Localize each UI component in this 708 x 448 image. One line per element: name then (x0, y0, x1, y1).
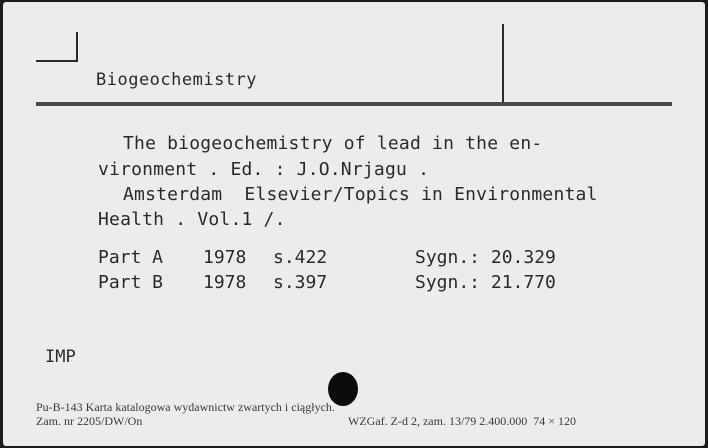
part-a-pages: s.422 (273, 247, 328, 268)
subject-heading: Biogeochemistry (96, 70, 258, 90)
catalog-card (3, 2, 705, 446)
corner-mark-vertical (76, 32, 78, 62)
part-a-sygn: Sygn.: 20.329 (415, 247, 556, 268)
header-divider (502, 24, 504, 104)
part-b-label: Part B (98, 272, 164, 293)
part-a-year: 1978 (203, 247, 247, 268)
part-b-pages: s.397 (273, 272, 328, 293)
footer-order-number: Zam. nr 2205/DW/On (36, 414, 143, 428)
footer-form-line: Pu-B-143 Karta katalogowa wydawnictw zwartych i ciągłych. (36, 400, 335, 414)
footer-printer-info: WZGaf. Z-d 2, zam. 13/79 2.400.000 74 × 120 (348, 414, 577, 428)
body-line-3: Amsterdam Elsevier/Topics in Environmental (123, 184, 598, 205)
body-line-1: The biogeochemistry of lead in the en- (123, 133, 543, 154)
header-rule (36, 102, 672, 106)
body-line-2: vironment . Ed. : J.O.Nrjagu . (98, 159, 430, 180)
imp-label: IMP (45, 347, 76, 367)
part-a-label: Part A (98, 247, 164, 268)
part-b-year: 1978 (203, 272, 247, 293)
part-b-sygn: Sygn.: 21.770 (415, 272, 556, 293)
body-line-4: Health . Vol.1 /. (98, 209, 286, 230)
corner-mark-horizontal (36, 60, 78, 62)
